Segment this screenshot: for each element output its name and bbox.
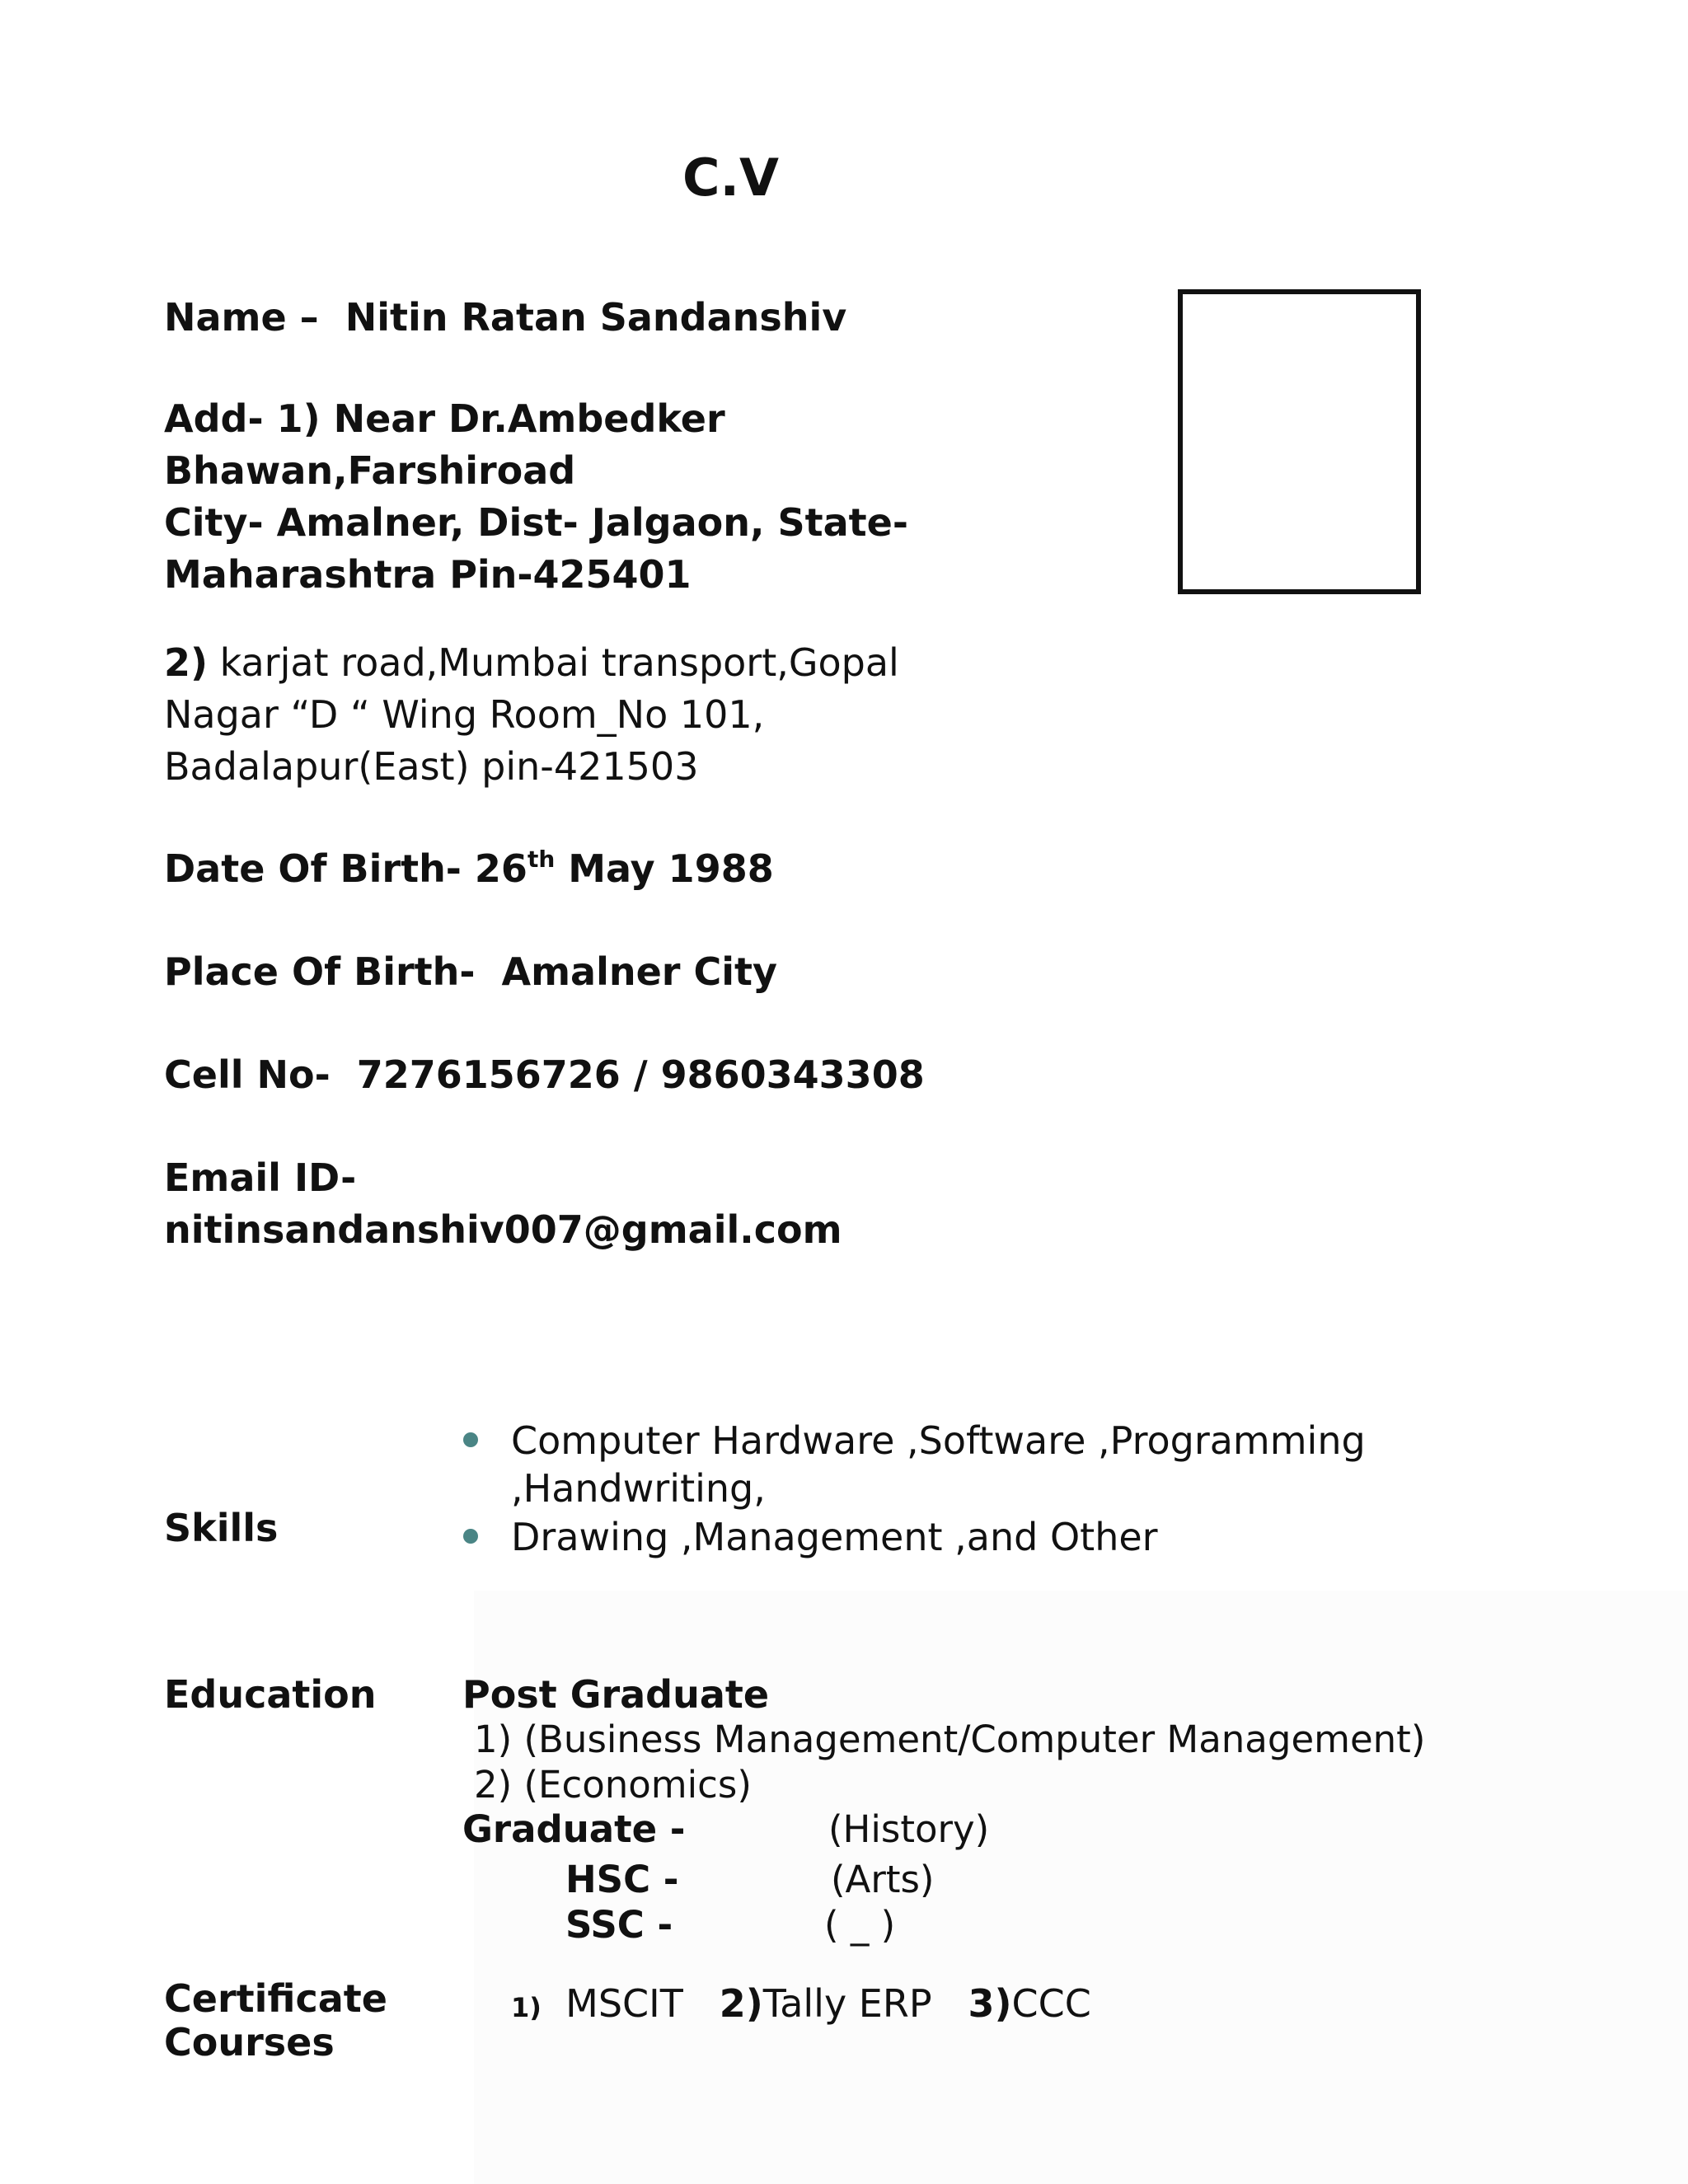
skill-item-1-line-2: ,Handwriting, — [511, 1466, 766, 1511]
email-label: Email ID- — [164, 1155, 357, 1200]
course-number-1: 1) — [511, 1992, 542, 2023]
address-2-text-1: karjat road,Mumbai transport,Gopal — [219, 640, 899, 685]
place-of-birth-row — [164, 946, 777, 997]
education-heading: Education — [164, 1672, 377, 1717]
cv-title: C.V — [682, 148, 780, 208]
place-of-birth-label: Place Of Birth- — [164, 949, 476, 994]
hsc-value: (Arts) — [831, 1858, 935, 1901]
address-1-line-1: Add- 1) Near Dr.Ambedker — [164, 396, 725, 441]
course-3: CCC — [1011, 1981, 1091, 2026]
pg-item-2: 2) (Economics) — [474, 1763, 752, 1807]
hsc-label: HSC - — [565, 1858, 679, 1901]
graduate-value: (History) — [828, 1807, 990, 1851]
course-2: Tally ERP — [762, 1981, 932, 2026]
address-2-number: 2) — [164, 640, 209, 685]
dob-label: Date Of Birth- 26 — [164, 846, 528, 891]
ssc-value: ( _ ) — [824, 1903, 896, 1947]
post-graduate-label: Post Graduate — [462, 1672, 770, 1717]
address-1-line-4: Maharashtra Pin-425401 — [164, 552, 692, 597]
address-2-line-3: Badalapur(East) pin-421503 — [164, 744, 699, 789]
bullet-icon — [463, 1529, 478, 1544]
place-of-birth-value: Amalner City — [501, 949, 778, 994]
graduate-label: Graduate - — [462, 1807, 686, 1851]
address-1-line-2: Bhawan,Farshiroad — [164, 448, 576, 493]
email-value: nitinsandanshiv007@gmail.com — [164, 1207, 842, 1252]
address-2-line-2: Nagar “D “ Wing Room_No 101, — [164, 692, 765, 737]
pg-item-1: 1) (Business Management/Computer Management) — [474, 1718, 1426, 1761]
cell-value: 7276156726 / 9860343308 — [356, 1052, 925, 1097]
dob-row — [164, 843, 774, 894]
bullet-icon — [463, 1432, 478, 1447]
address-2-line-1 — [164, 637, 899, 688]
skills-heading: Skills — [164, 1506, 279, 1550]
skill-item-1-line-1: Computer Hardware ,Software ,Programming — [511, 1418, 1366, 1463]
dob-rest: May 1988 — [568, 846, 774, 891]
course-number-2: 2) — [719, 1981, 763, 2026]
name-row — [164, 292, 846, 343]
certificate-heading-line-1: Certificate — [164, 1976, 387, 2021]
name-value: Nitin Ratan Sandanshiv — [345, 295, 847, 340]
course-1: MSCIT — [565, 1981, 683, 2026]
certificate-list — [511, 1978, 1091, 2033]
cell-label: Cell No- — [164, 1052, 331, 1097]
cell-row — [164, 1049, 925, 1100]
photo-placeholder — [1178, 289, 1421, 594]
address-1-line-3: City- Amalner, Dist- Jalgaon, State- — [164, 500, 908, 545]
certificate-heading-line-2: Courses — [164, 2020, 335, 2064]
course-number-3: 3) — [968, 1981, 1012, 2026]
skill-item-2: Drawing ,Management ,and Other — [511, 1515, 1158, 1559]
name-label: Name – — [164, 295, 319, 340]
ssc-label: SSC - — [565, 1903, 673, 1947]
dob-suffix: th — [527, 845, 556, 873]
